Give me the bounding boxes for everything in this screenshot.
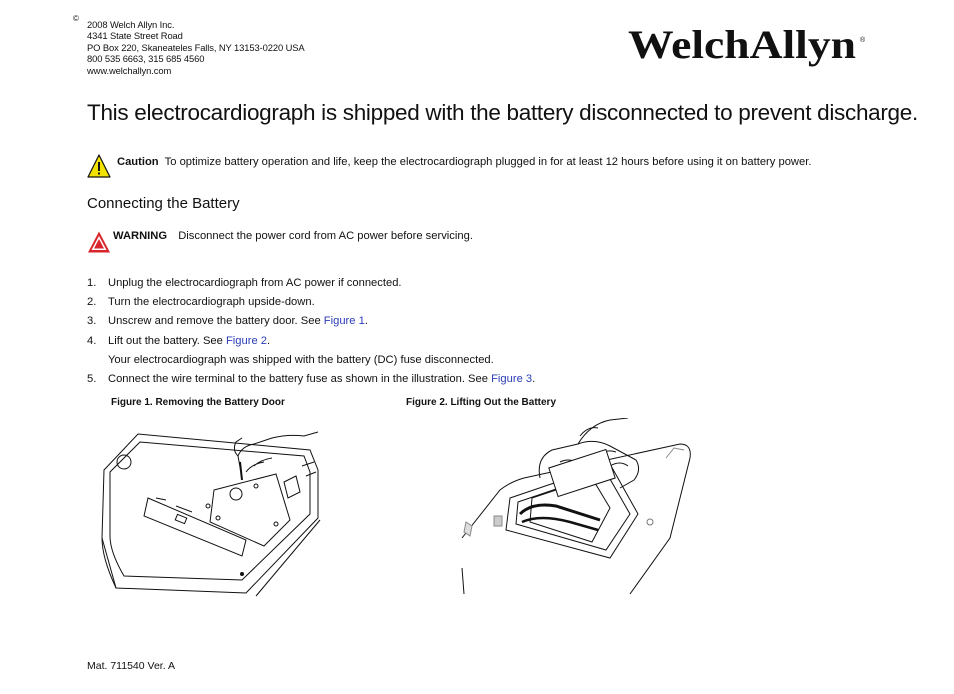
address-line: 800 535 6663, 315 685 4560 <box>87 53 205 65</box>
caution-notice <box>87 154 927 180</box>
step-text: Turn the electrocardiograph upside-down. <box>108 296 315 309</box>
step-item <box>87 295 907 314</box>
company-address <box>87 19 305 76</box>
material-number: Mat. 711540 Ver. A <box>87 660 175 672</box>
registered-mark: ® <box>860 37 866 44</box>
step-number: 3. <box>87 315 97 328</box>
address-line: 4341 State Street Road <box>87 30 183 42</box>
figure-1-caption: Figure 1. Removing the Battery Door <box>111 397 285 408</box>
step-number: 4. <box>87 334 97 347</box>
copyright-symbol: © <box>73 14 79 23</box>
address-line: www.welchallyn.com <box>87 64 172 76</box>
section-title: Connecting the Battery <box>87 195 240 212</box>
figure-1-link[interactable]: Figure 1 <box>323 315 365 328</box>
step-item <box>87 314 907 333</box>
figure-3-link[interactable]: Figure 3 <box>491 372 533 385</box>
procedure-steps <box>87 276 907 391</box>
step-number: 5. <box>87 372 97 385</box>
caution-text: To optimize battery operation and life, keep the electrocardiograph plugged in for at least 12 hours before using it on battery power. <box>164 156 812 168</box>
page-title: This electrocardiograph is shipped with the battery disconnected to prevent discharge. <box>87 100 918 125</box>
lifting-battery-illustration <box>460 418 694 596</box>
step-note-text: Your electrocardiograph was shipped with the battery (DC) fuse disconnected. <box>108 353 494 366</box>
step-note <box>87 353 907 372</box>
address-line: PO Box 220, Skaneateles Falls, NY 13153-0220 USA <box>87 41 305 53</box>
step-item <box>87 334 907 353</box>
address-line: 2008 Welch Allyn Inc. <box>87 19 175 30</box>
step-text: Unplug the electrocardiograph from AC power if connected. <box>108 277 402 289</box>
figure-2-caption: Figure 2. Lifting Out the Battery <box>406 397 557 408</box>
step-text: Connect the wire terminal to the battery fuse as shown in the illustration. See <box>108 372 492 385</box>
step-punct: . <box>364 315 368 328</box>
caution-triangle-icon <box>87 154 111 178</box>
warning-label: WARNING <box>113 230 168 242</box>
step-number: 1. <box>87 277 97 289</box>
figure-2-link[interactable]: Figure 2 <box>225 334 268 347</box>
welch-allyn-logo <box>626 20 871 76</box>
step-item <box>87 276 907 295</box>
caution-label: Caution <box>117 156 159 168</box>
step-punct: . <box>267 334 271 347</box>
step-item <box>87 372 907 391</box>
step-number: 2. <box>87 296 97 309</box>
logo-text: WelchAllyn <box>628 22 856 67</box>
warning-triangle-icon <box>87 230 111 254</box>
warning-text: Disconnect the power cord from AC power before servicing. <box>178 230 473 242</box>
step-punct: . <box>532 372 536 385</box>
warning-notice <box>87 228 587 256</box>
step-text: Unscrew and remove the battery door. See <box>108 315 324 328</box>
battery-door-illustration <box>96 428 326 598</box>
step-text: Lift out the battery. See <box>108 334 226 347</box>
